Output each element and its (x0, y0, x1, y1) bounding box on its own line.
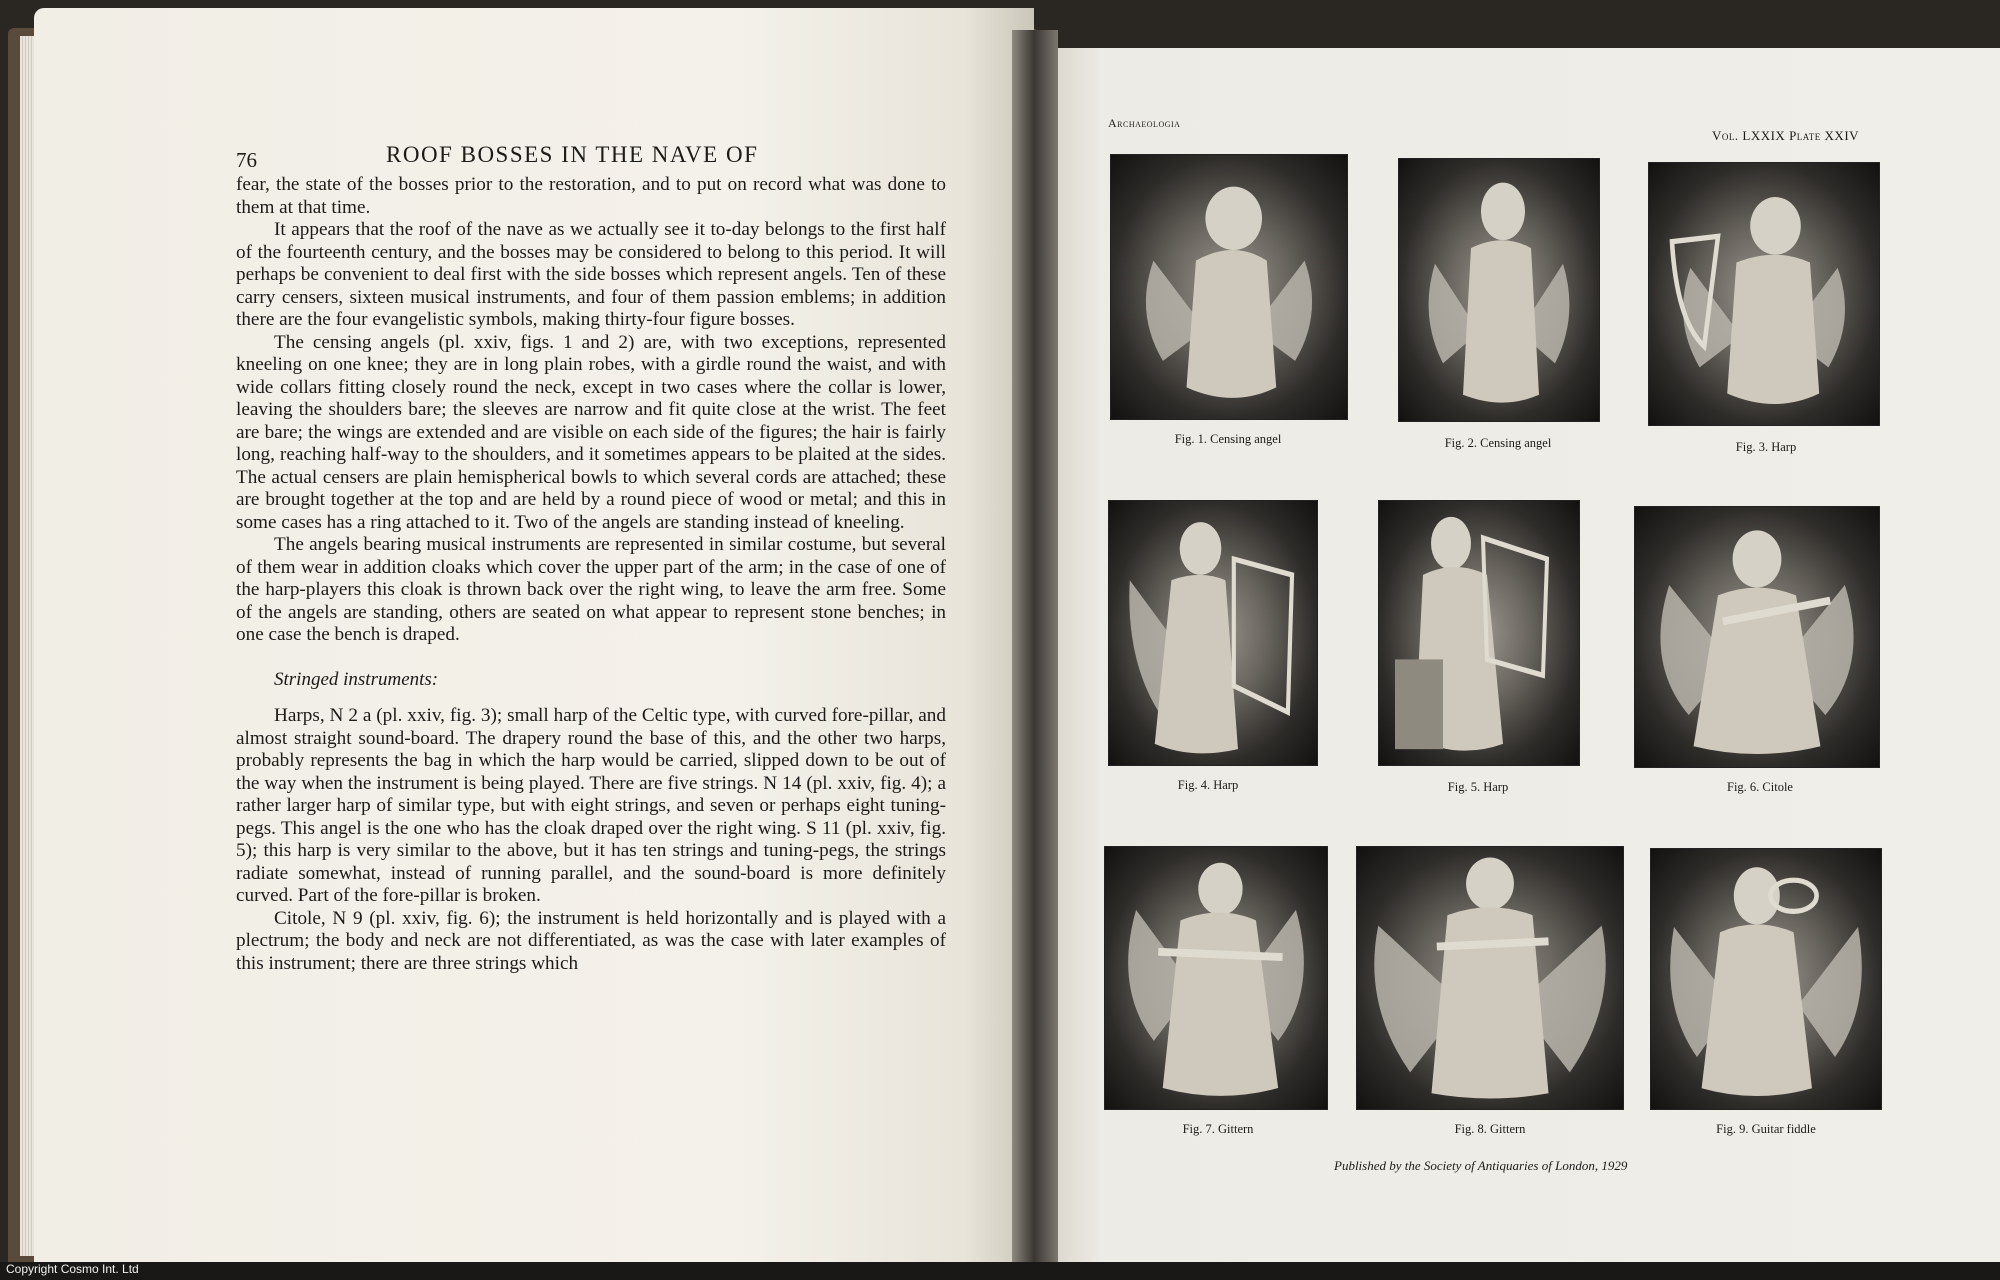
paragraph: The angels bearing musical instruments are represented in similar costume, but several of them wear in addition cloaks which cover the upper part of the arm; in the case of one of the harp-players this cloak is thrown back over the right wing, to leave the arm free. Some of the angels are standing, others are seated on what appear to represent stone benches; in one case the bench is draped. (236, 534, 946, 645)
figure-1-caption: Fig. 1. Censing angel (1174, 432, 1282, 446)
figure-6-photo (1634, 506, 1880, 768)
figure-7-caption: Fig. 7. Gittern (1182, 1122, 1254, 1136)
paragraph: Citole, N 9 (pl. xxiv, fig. 6); the instrument is held horizontally and is played with a plectrum; the body and neck are not differentiated, as was the case with later examples of this instrument; there are three strings which (236, 907, 946, 974)
copyright-watermark: Copyright Cosmo Int. Ltd (6, 1262, 139, 1276)
figure-7-photo (1104, 846, 1328, 1110)
bottom-band (0, 1262, 2000, 1280)
plate-header-left: Archaeologia (1108, 116, 1181, 130)
figure-8-caption: Fig. 8. Gittern (1454, 1122, 1526, 1136)
running-head: ROOF BOSSES IN THE NAVE OF (386, 142, 759, 167)
figure-6-caption: Fig. 6. Citole (1727, 780, 1793, 794)
book-gutter (1012, 30, 1058, 1270)
body-text (236, 174, 946, 975)
angel-carving-image (1651, 849, 1881, 1109)
angel-carving-image (1399, 159, 1599, 421)
paragraph: Harps, N 2 a (pl. xxiv, fig. 3); small harp of the Celtic type, with curved fore-pillar, and almost straight sound-board. The drapery round the base of this, and the other two harps, probably represents the bag in which the harp would be carried, slipped down to be out of the way when the instrument is being played. There are five strings. N 14 (pl. xxiv, fig. 4); a rather larger harp of similar type, but with eight strings, and seven or perhaps eight tuning-pegs. This angel is the one who has the cloak draped over the right wing. S 11 (pl. xxiv, fig. 5); this harp is very similar to the above, but it has ten strings and tuning-pegs, the strings radiate somewhat, instead of running parallel, and the sound-board is more definitely curved. Part of the fore-pillar is broken. (236, 705, 946, 906)
angel-carving-image (1379, 501, 1579, 765)
paragraph: It appears that the roof of the nave as we actually see it to-day belongs to the first half of the fourteenth century, and the bosses may be considered to belong to this period. It will perhaps be convenient to deal first with the side bosses which represent angels. Ten of these carry censers, sixteen musical instruments, and four of them passion emblems; in addition there are the four evangelistic symbols, making thirty-four figure bosses. (236, 219, 946, 330)
figure-5-photo (1378, 500, 1580, 766)
angel-carving-image (1649, 163, 1879, 425)
angel-carving-image (1357, 847, 1623, 1109)
figure-9-photo (1650, 848, 1882, 1110)
figure-2-caption: Fig. 2. Censing angel (1444, 436, 1552, 450)
figure-4-photo (1108, 500, 1318, 766)
figure-2-photo (1398, 158, 1600, 422)
publisher-line: Published by the Society of Antiquaries of London, 1929 (1334, 1158, 1628, 1173)
paragraph: The censing angels (pl. xxiv, figs. 1 and 2) are, with two exceptions, represented kneeling on one knee; they are in long plain robes, with a girdle round the waist, and with wide collars fitting closely round the neck, except in two cases where the collar is lower, leaving the shoulders bare; the sleeves are narrow and fit quite close at the wrist. The feet are bare; the wings are extended and are visible on each side of the figures; the hair is fairly long, reaching half-way to the shoulders, and it sometimes appears to be plaited at the sides. The actual censers are plain hemispherical bowls to which several cords are attached; these are brought together at the top and are held by a round piece of wood or metal; and this in some cases has a ring attached to it. Two of the angels are standing instead of kneeling. (236, 331, 946, 533)
angel-carving-image (1109, 501, 1317, 765)
figure-5-caption: Fig. 5. Harp (1447, 780, 1509, 794)
figure-3-caption: Fig. 3. Harp (1735, 440, 1797, 454)
angel-carving-image (1111, 155, 1347, 419)
figure-4-caption: Fig. 4. Harp (1177, 778, 1239, 792)
page-number: 76 (236, 148, 257, 172)
paragraph: fear, the state of the bosses prior to the restoration, and to put on record what was done to them at that time. (236, 174, 946, 218)
plate-header-right: Vol. LXXIX Plate XXIV (1712, 128, 1860, 143)
figure-1-photo (1110, 154, 1348, 420)
figure-9-caption: Fig. 9. Guitar fiddle (1716, 1122, 1816, 1136)
figure-8-photo (1356, 846, 1624, 1110)
subheading: Stringed instruments: (274, 668, 439, 690)
figure-3-photo (1648, 162, 1880, 426)
angel-carving-image (1635, 507, 1879, 767)
angel-carving-image (1105, 847, 1327, 1109)
